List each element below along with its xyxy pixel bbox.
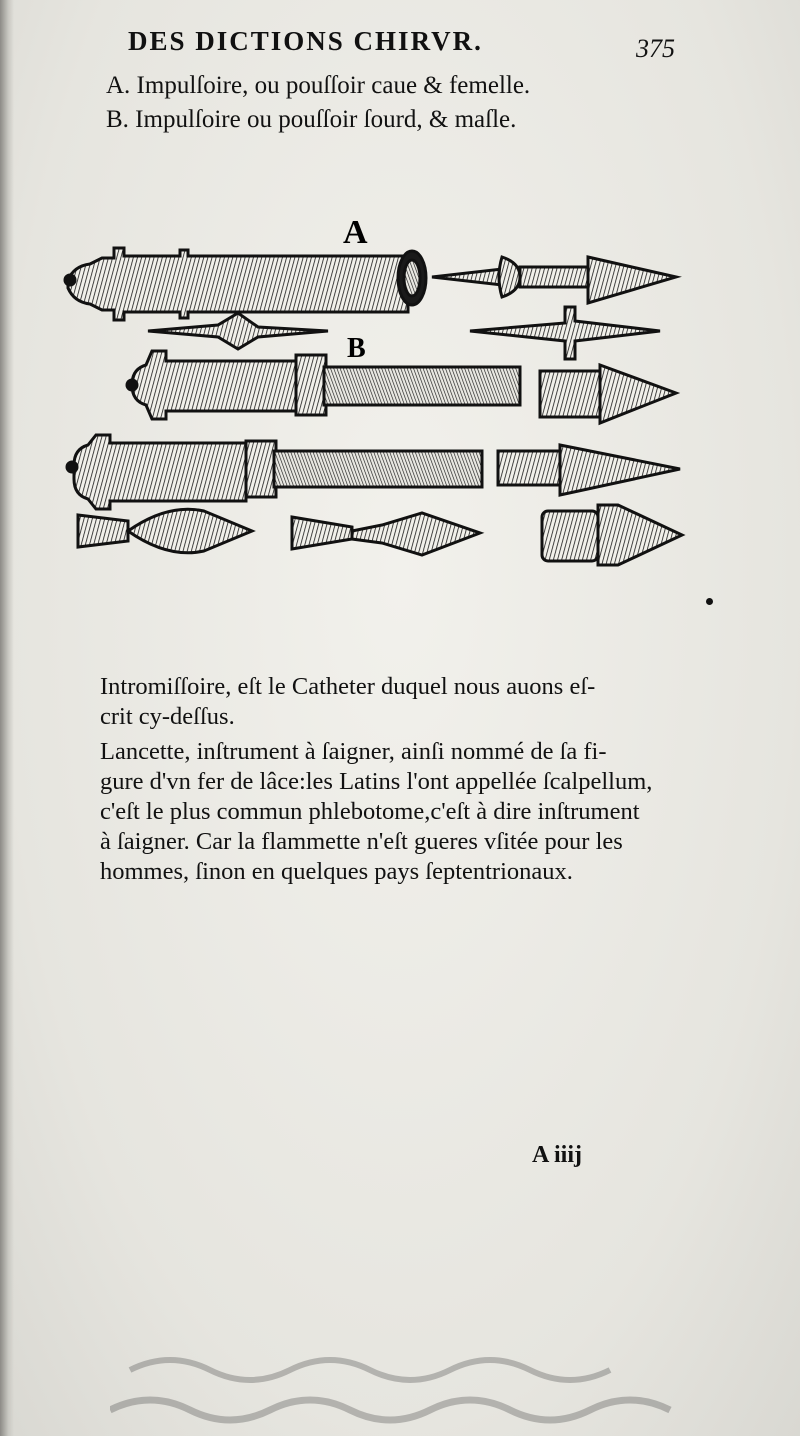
body-text xyxy=(66,672,716,887)
text-line: Intromiſſoire, eſt le Catheter duquel nous auons eſ- xyxy=(100,673,596,700)
signature-mark: A iiij xyxy=(532,1142,583,1168)
caption-b: B. Impulſoire ou pouſſoir ſourd, & maſle. xyxy=(106,106,517,133)
spear-lancet-head xyxy=(292,513,480,555)
woodcut-illustration xyxy=(60,205,700,575)
text-line: à ſaigner. Car la flammette n'eſt gueres vſitée pour les xyxy=(100,828,623,855)
long-cannula-tube xyxy=(67,435,482,509)
running-head: DES DICTIONS CHIRVR. xyxy=(128,26,483,56)
solid-impeller-tube xyxy=(127,351,520,419)
forked-arrow-tip xyxy=(470,307,660,359)
hollow-impeller-tube xyxy=(65,248,426,320)
solid-impeller-tip xyxy=(540,365,676,423)
figure-label-b: B xyxy=(347,333,366,364)
text-line: hommes, ſinon en quelques pays ſeptentrionaux. xyxy=(100,858,573,885)
paragraph-intromissoire xyxy=(66,672,716,732)
text-line: gure d'vn fer de lâce:les Latins l'ont appellée ſcalpellum, xyxy=(100,768,653,795)
caption-a: A. Impulſoire, ou pouſſoir caue & femelle. xyxy=(106,72,531,99)
impeller-plunger-tip xyxy=(432,257,676,303)
page-gutter-shadow xyxy=(0,0,14,1436)
bleed-through-smudge xyxy=(110,1330,750,1430)
lancet-blade-small xyxy=(148,313,328,349)
long-cannula-tip xyxy=(498,445,680,495)
page-number: 375 xyxy=(636,34,675,63)
paragraph-lancette xyxy=(66,737,716,887)
barbed-lancet-head xyxy=(542,505,682,565)
text-line: crit cy-deſſus. xyxy=(100,703,235,730)
figure-label-a: A xyxy=(343,214,368,251)
text-line: Lancette, inſtrument à ſaigner, ainſi nommé de ſa fi- xyxy=(100,738,607,765)
ink-speck xyxy=(706,598,713,605)
text-line: c'eſt le plus commun phlebotome,c'eſt à dire inſtrument xyxy=(100,798,640,825)
olive-lancet-head xyxy=(78,509,252,553)
